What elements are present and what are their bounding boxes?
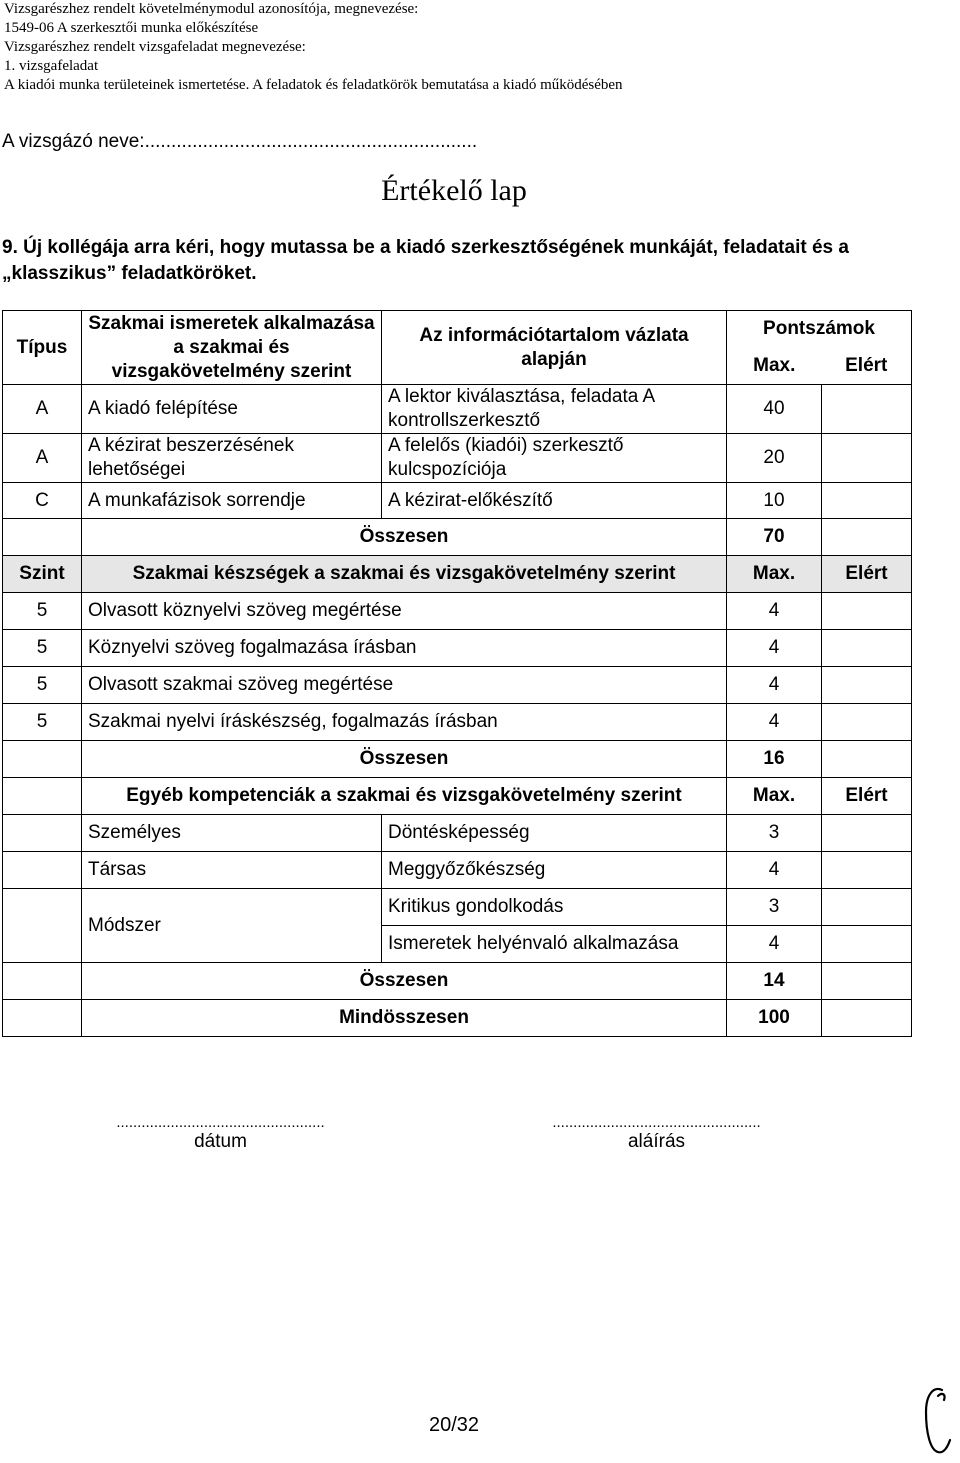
table-row [3, 483, 912, 519]
evaluation-table [2, 310, 912, 1037]
col-knowledge-header: Szakmai ismeretek alkalmazása a szakmai és vizsgakövetelmény szerint [82, 311, 382, 385]
row-type: C [3, 483, 82, 519]
competency-title: Egyéb kompetenciák a szakmai és vizsgakövetelmény szerint [82, 778, 727, 815]
header-line: A kiadói munka területeinek ismertetése. A feladatok és feladatkörök bemutatása a kiadó működésében [4, 77, 623, 93]
table-row [3, 593, 912, 630]
competency-header-row [3, 778, 912, 815]
signature-label: aláírás [627, 1131, 686, 1152]
subtotal-label: Összesen [82, 963, 727, 1000]
handwritten-initial [918, 1384, 960, 1460]
row-max: 40 [727, 385, 822, 434]
page-title: Értékelő lap [381, 174, 527, 207]
competency-item: Ismeretek helyénvaló alkalmazása [382, 926, 727, 963]
competency-item: Döntésképesség [382, 815, 727, 852]
row-outline: A kézirat-előkészítő [382, 483, 727, 519]
grand-total-value: 100 [727, 1000, 822, 1037]
skill-level: 5 [3, 630, 82, 667]
task-description: 9. Új kollégája arra kéri, hogy mutassa be a kiadó szerkesztőségének munkáját, feladatait és a „klasszikus” feladatköröket. [2, 237, 849, 284]
skill-text: Köznyelvi szöveg fogalmazása írásban [82, 630, 727, 667]
competency-max: 3 [727, 815, 822, 852]
subtotal-label: Összesen [82, 519, 727, 556]
row-knowledge: A kiadó felépítése [82, 385, 382, 434]
table-row [3, 667, 912, 704]
skill-achieved [822, 667, 912, 704]
col-achieved-header: Elért [822, 778, 912, 815]
signature-dots: .................................................. [552, 1114, 761, 1131]
header-line: 1. vizsgafeladat [4, 58, 99, 74]
skill-max: 4 [727, 630, 822, 667]
skills-title: Szakmai készségek a szakmai és vizsgakövetelmény szerint [82, 556, 727, 593]
row-achieved [822, 434, 912, 483]
competency-max: 3 [727, 889, 822, 926]
skill-max: 4 [727, 704, 822, 741]
table-row [3, 704, 912, 741]
table-row [3, 434, 912, 483]
document-header [4, 0, 623, 95]
col-achieved-header: Elért [822, 556, 912, 593]
table-header-row [3, 311, 912, 348]
skill-achieved [822, 704, 912, 741]
col-points-header: Pontszámok [727, 311, 912, 348]
signature-block [524, 1114, 789, 1153]
grand-total-row [3, 1000, 912, 1037]
subtotal-row [3, 741, 912, 778]
row-type: A [3, 434, 82, 483]
subtotal-label: Összesen [82, 741, 727, 778]
col-achieved-header: Elért [822, 348, 912, 385]
table-row [3, 852, 912, 889]
col-max-header: Max. [727, 778, 822, 815]
skill-max: 4 [727, 667, 822, 704]
date-label: dátum [194, 1131, 247, 1152]
competency-max: 4 [727, 852, 822, 889]
table-row [3, 630, 912, 667]
row-outline: A felelős (kiadói) szerkesztő kulcspozíciója [382, 434, 727, 483]
skill-max: 4 [727, 593, 822, 630]
row-knowledge: A kézirat beszerzésének lehetőségei [82, 434, 382, 483]
header-line: Vizsgarészhez rendelt követelménymodul azonosítója, megnevezése: [4, 1, 419, 17]
competency-category: Társas [82, 852, 382, 889]
skill-text: Szakmai nyelvi íráskészség, fogalmazás írásban [82, 704, 727, 741]
col-level-header: Szint [3, 556, 82, 593]
row-knowledge: A munkafázisok sorrendje [82, 483, 382, 519]
subtotal-value: 16 [727, 741, 822, 778]
skill-achieved [822, 630, 912, 667]
skill-level: 5 [3, 704, 82, 741]
page-number: 20/32 [428, 1414, 480, 1436]
skill-level: 5 [3, 667, 82, 704]
subtotal-value: 14 [727, 963, 822, 1000]
subtotal-row [3, 519, 912, 556]
row-max: 20 [727, 434, 822, 483]
row-achieved [822, 385, 912, 434]
col-outline-header: Az információtartalom vázlata alapján [382, 311, 727, 385]
subtotal-row [3, 963, 912, 1000]
col-max-header: Max. [727, 348, 822, 385]
date-dots: .................................................. [116, 1114, 325, 1131]
skills-header-row [3, 556, 912, 593]
grand-total-label: Mindösszesen [82, 1000, 727, 1037]
row-type: A [3, 385, 82, 434]
competency-max: 4 [727, 926, 822, 963]
col-max-header: Max. [727, 556, 822, 593]
competency-category: Személyes [82, 815, 382, 852]
subtotal-value: 70 [727, 519, 822, 556]
date-signature-block [88, 1114, 353, 1153]
row-achieved [822, 483, 912, 519]
skill-text: Olvasott szakmai szöveg megértése [82, 667, 727, 704]
competency-item: Meggyőzőkészség [382, 852, 727, 889]
header-line: Vizsgarészhez rendelt vizsgafeladat megnevezése: [4, 39, 306, 55]
skill-text: Olvasott köznyelvi szöveg megértése [82, 593, 727, 630]
competency-item: Kritikus gondolkodás [382, 889, 727, 926]
table-row [3, 889, 912, 926]
skill-achieved [822, 593, 912, 630]
skill-level: 5 [3, 593, 82, 630]
row-outline: A lektor kiválasztása, feladata A kontrollszerkesztő [382, 385, 727, 434]
col-type-header: Típus [3, 311, 82, 385]
candidate-name-field: A vizsgázó neve:............................................................... [2, 131, 478, 152]
header-line: 1549-06 A szerkesztői munka előkészítése [4, 20, 259, 36]
table-row [3, 815, 912, 852]
table-row [3, 385, 912, 434]
row-max: 10 [727, 483, 822, 519]
competency-category: Módszer [82, 889, 382, 963]
